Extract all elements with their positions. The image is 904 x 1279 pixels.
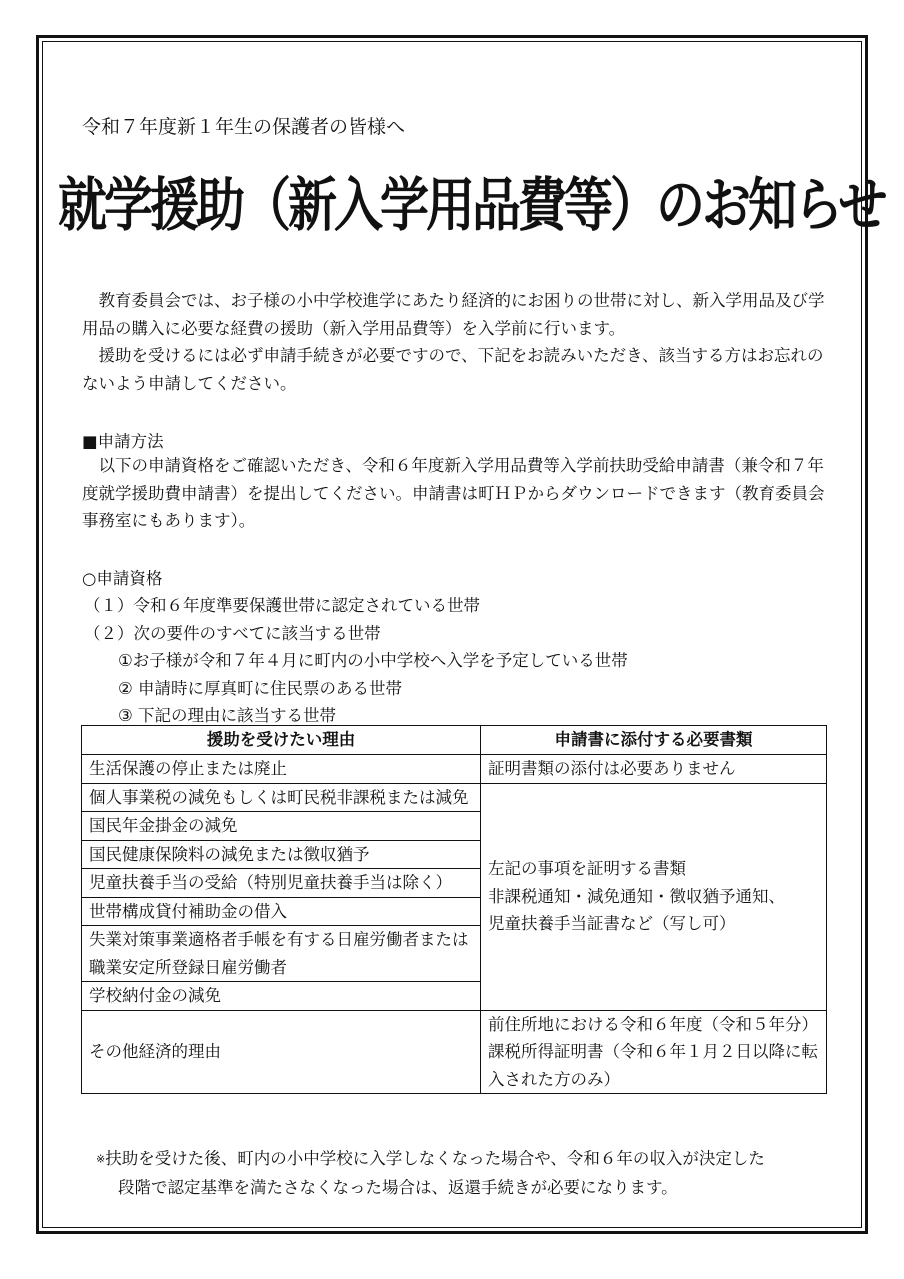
documents-line: 非課税通知・減免通知・徴収猶予通知、 xyxy=(488,886,785,906)
documents-group-cell xyxy=(481,783,827,1010)
table-row xyxy=(82,755,827,784)
reasons-table xyxy=(81,725,827,1094)
documents-line: 児童扶養手当証書など（写し可） xyxy=(488,914,736,934)
eligibility-item-1: （１）令和６年度準要保護世帯に認定されている世帯 xyxy=(84,596,480,615)
reason-cell: 失業対策事業適格者手帳を有する日雇労働者または職業安定所登録日雇労働者 xyxy=(82,926,481,982)
documents-line: 左記の事項を証明する書類 xyxy=(488,859,686,879)
documents-cell: 前住所地における令和６年度（令和５年分）課税所得証明書（令和６年１月２日以降に転入された方のみ） xyxy=(481,1010,827,1094)
reason-cell: 学校納付金の減免 xyxy=(82,982,481,1011)
addressee-line: 令和７年度新１年生の保護者の皆様へ xyxy=(82,116,406,138)
eligibility-heading: ○申請資格 xyxy=(82,569,163,588)
header-reason: 援助を受けたい理由 xyxy=(82,726,481,755)
note-mark: ※ xyxy=(96,1152,106,1166)
note-line-1: 扶助を受けた後、町内の小中学校に入学しなくなった場合や、令和６年の収入が決定した xyxy=(105,1149,765,1168)
documents-cell: 証明書類の添付は必要ありません xyxy=(481,755,827,784)
reason-cell: その他経済的理由 xyxy=(82,1010,481,1094)
table-row xyxy=(82,783,827,812)
notice-title: 就学援助（新入学用品費等）のお知らせ xyxy=(58,171,885,240)
eligibility-subitem-1: ①お子様が令和７年４月に町内の小中学校へ入学を予定している世帯 xyxy=(118,651,628,670)
eligibility-item-2: （２）次の要件のすべてに該当する世帯 xyxy=(84,624,381,643)
reason-cell: 国民健康保険料の減免または徴収猶予 xyxy=(82,840,481,869)
method-heading: ■申請方法 xyxy=(82,432,164,451)
header-documents: 申請書に添付する必要書類 xyxy=(481,726,827,755)
table-row xyxy=(82,1010,827,1094)
eligibility-subitem-3: ③ 下記の理由に該当する世帯 xyxy=(118,706,337,725)
reason-cell: 国民年金掛金の減免 xyxy=(82,812,481,841)
reason-cell: 生活保護の停止または廃止 xyxy=(82,755,481,784)
reason-cell: 児童扶養手当の受給（特別児童扶養手当は除く） xyxy=(82,869,481,898)
reason-cell: 個人事業税の減免もしくは町民税非課税または減免 xyxy=(82,783,481,812)
method-text: 以下の申請資格をご確認いただき、令和６年度新入学用品費等入学前扶助受給申請書（兼令和７年度就学援助費申請書）を提出してください。申請書は町ＨＰからダウンロードできます（教育委員会事務室にもあります）。 xyxy=(82,456,825,530)
table-header-row xyxy=(82,726,827,755)
reason-cell: 世帯構成貸付補助金の借入 xyxy=(82,897,481,926)
intro-paragraph-2: 援助を受けるには必ず申請手続きが必要ですので、下記をお読みいただき、該当する方はお忘れのないよう申請してください。 xyxy=(82,346,824,393)
refund-note xyxy=(96,1145,836,1202)
eligibility-subitem-2: ② 申請時に厚真町に住民票のある世帯 xyxy=(118,679,403,698)
note-line-2: 段階で認定基準を満たさなくなった場合は、返還手続きが必要になります。 xyxy=(118,1177,678,1197)
intro-paragraph-1: 教育委員会では、お子様の小中学校進学にあたり経済的にお困りの世帯に対し、新入学用品及び学用品の購入に必要な経費の援助（新入学用品費等）を入学前に行います。 xyxy=(82,291,825,338)
